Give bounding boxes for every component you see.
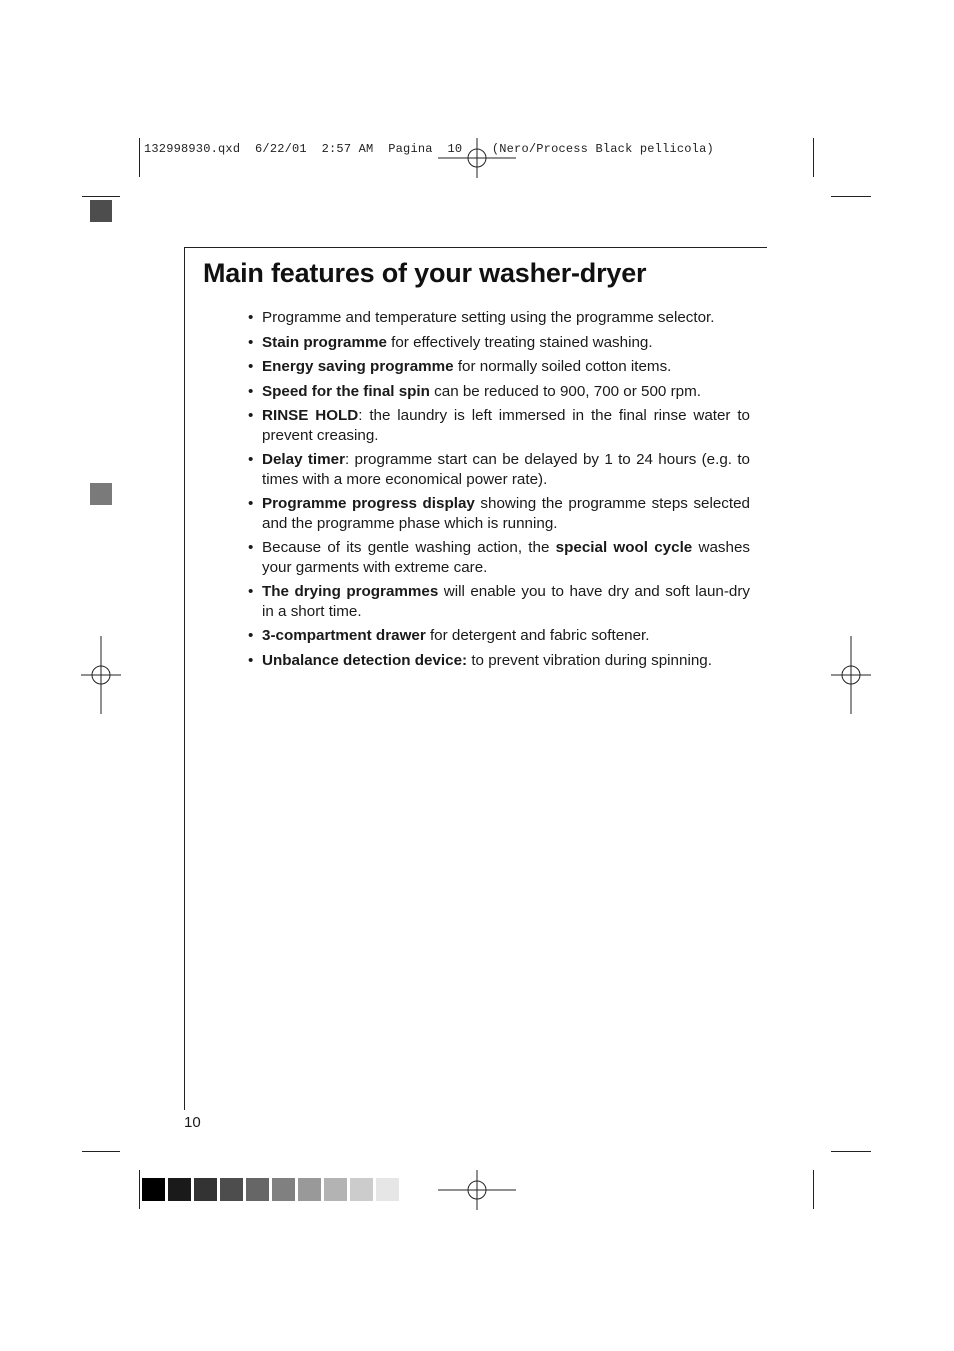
bullet-icon: • xyxy=(248,539,254,556)
crop-mark-bottom-right-vertical xyxy=(813,1170,814,1209)
registration-mark-right-icon xyxy=(831,636,871,714)
color-swatch xyxy=(350,1178,373,1201)
feature-name: Speed for the final spin xyxy=(262,382,430,400)
feature-item xyxy=(248,406,750,445)
feature-name: Unbalance detection device: xyxy=(262,651,468,669)
crop-mark-bottom-left-vertical xyxy=(139,1170,140,1209)
page-title: Main features of your washer-dryer xyxy=(203,258,647,288)
feature-text-prefix: Because of its gentle washing action, the xyxy=(262,539,556,556)
feature-description: showing the programme steps selected and the programme phase which is running. xyxy=(262,495,751,532)
feature-description: can be reduced to 900, 700 or 500 rpm. xyxy=(429,382,701,400)
bullet-icon: • xyxy=(248,407,254,424)
color-swatch xyxy=(376,1178,399,1201)
feature-item xyxy=(248,333,750,353)
bullet-icon: • xyxy=(248,583,254,600)
feature-item xyxy=(248,651,750,671)
color-swatch xyxy=(298,1178,321,1201)
feature-item xyxy=(248,308,750,328)
section-marker-dark xyxy=(90,200,112,222)
feature-item xyxy=(248,450,750,489)
crop-mark-bottom-right-horizontal xyxy=(831,1151,871,1152)
crop-mark-top-left-vertical xyxy=(139,138,140,177)
feature-name: Delay timer xyxy=(262,451,345,468)
feature-description: washes your garments with extreme care. xyxy=(262,539,750,576)
color-swatch xyxy=(324,1178,347,1201)
bullet-icon: • xyxy=(248,627,254,644)
bullet-icon: • xyxy=(248,495,254,512)
feature-name: Energy saving programme xyxy=(262,358,454,375)
color-control-strip xyxy=(142,1178,399,1201)
crop-mark-top-right-vertical xyxy=(813,138,814,177)
crop-mark-top-right-horizontal xyxy=(831,196,871,197)
feature-name: special wool cycle xyxy=(555,539,693,556)
feature-name: The drying programmes xyxy=(262,583,439,600)
feature-item xyxy=(248,382,750,402)
feature-item xyxy=(248,357,750,377)
registration-mark-bottom-icon xyxy=(438,1170,516,1210)
registration-mark-left-icon xyxy=(81,636,121,714)
feature-description: for detergent and fabric softener. xyxy=(425,627,650,644)
feature-description: for normally soiled cotton items. xyxy=(453,358,672,375)
color-swatch xyxy=(168,1178,191,1201)
section-marker-light xyxy=(90,483,112,505)
feature-name: Programme progress display xyxy=(262,495,475,512)
color-swatch xyxy=(220,1178,243,1201)
feature-item xyxy=(248,494,750,533)
feature-item xyxy=(248,538,750,577)
page-frame-left-rule xyxy=(184,247,185,1110)
printer-slug: 132998930.qxd 6/22/01 2:57 AM Pagina 10 (Nero/Process Black pellicola) xyxy=(144,142,714,156)
feature-item xyxy=(248,582,750,621)
feature-description: for effectively treating stained washing. xyxy=(386,333,653,351)
page-number: 10 xyxy=(184,1114,201,1131)
bullet-icon: • xyxy=(248,309,254,326)
feature-name: RINSE HOLD xyxy=(262,407,359,424)
color-swatch xyxy=(142,1178,165,1201)
feature-description: Programme and temperature setting using the programme selector. xyxy=(262,309,715,326)
color-swatch xyxy=(246,1178,269,1201)
crop-mark-top-left-horizontal xyxy=(82,196,120,197)
registration-mark-top-icon xyxy=(438,138,516,178)
features-list xyxy=(248,308,750,675)
feature-description: : programme start can be delayed by 1 to 24 hours (e.g. to times with a more economical power rate). xyxy=(262,451,750,488)
crop-mark-bottom-left-horizontal xyxy=(82,1151,120,1152)
feature-description: to prevent vibration during spinning. xyxy=(467,651,712,669)
bullet-icon: • xyxy=(248,358,254,375)
page-frame-top-rule xyxy=(184,247,767,248)
bullet-icon: • xyxy=(248,451,254,468)
feature-name: Stain programme xyxy=(262,333,387,351)
bullet-icon: • xyxy=(248,382,254,400)
feature-description: : the laundry is left immersed in the final rinse water to prevent creasing. xyxy=(262,407,750,444)
feature-item xyxy=(248,626,750,646)
bullet-icon: • xyxy=(248,651,254,669)
color-swatch xyxy=(272,1178,295,1201)
feature-description: will enable you to have dry and soft laun-dry in a short time. xyxy=(262,583,750,620)
color-swatch xyxy=(194,1178,217,1201)
bullet-icon: • xyxy=(248,333,254,351)
feature-name: 3-compartment drawer xyxy=(262,627,426,644)
